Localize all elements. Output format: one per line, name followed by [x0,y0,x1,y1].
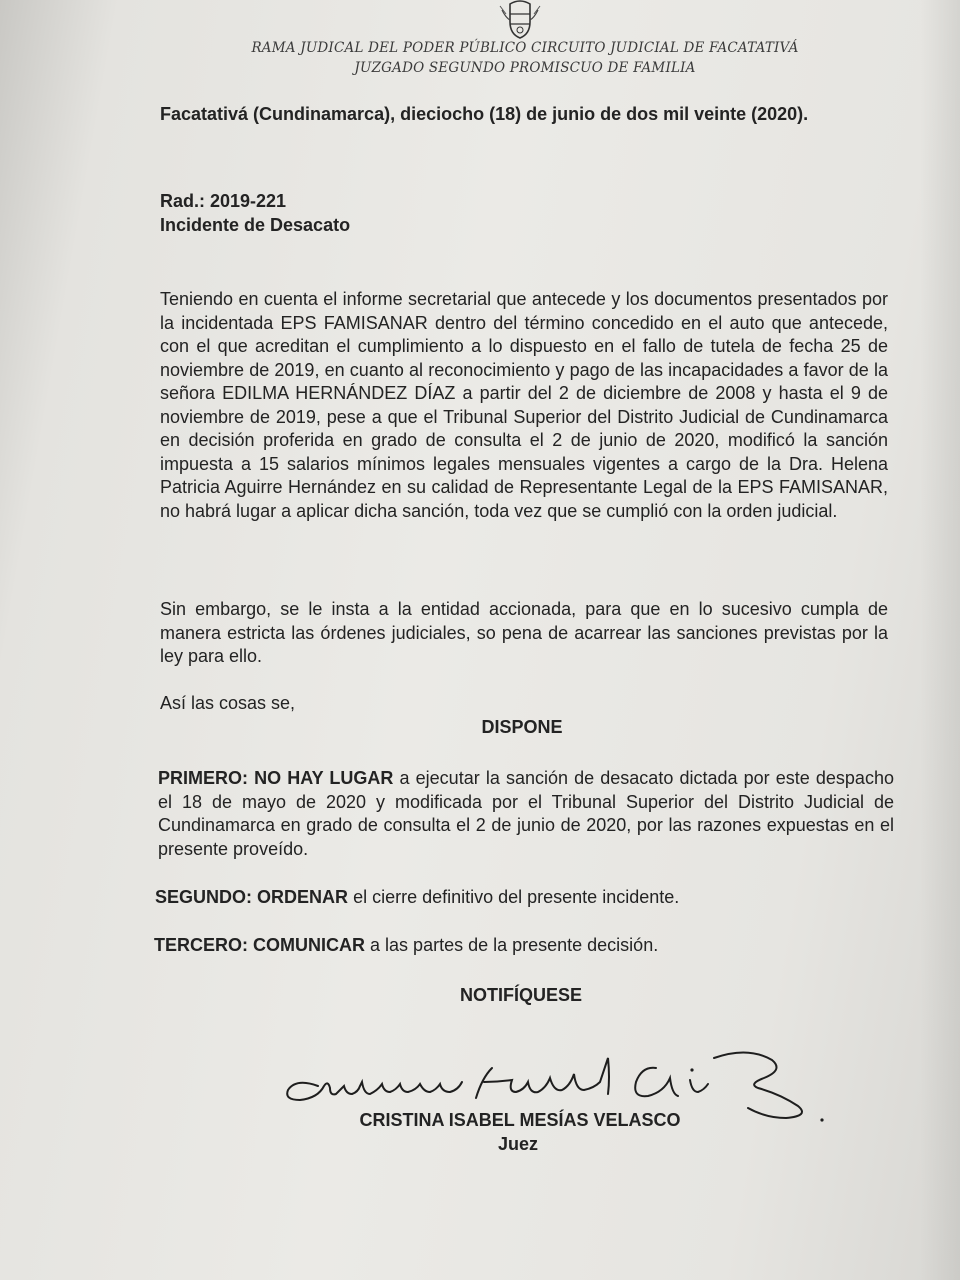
asi-las-cosas: Así las cosas se, [160,693,296,713]
primero-text: a ejecutar la sanción de desacato dictada por este despacho el 18 de mayo de 2020 y modificada por el Tribunal Superior del Distrito Judicial de Cundinamarca en grado de consulta el 2 de junio de 2020, por las razones expuestas en el presente proveído. [158,768,894,859]
header-court-name: RAMA JUDICAL DEL PODER PÚBLICO CIRCUITO JUDICIAL DE FACATATIVÁ [251,40,799,56]
resolution-primero [158,767,894,861]
tercero-label: TERCERO: [154,935,248,955]
radicado-number: Rad.: 2019-221 [160,191,287,211]
primero-bold: NO HAY LUGAR [254,768,394,788]
resolution-segundo [155,886,883,910]
tercero-bold: COMUNICAR [253,935,366,955]
header-court-office: JUZGADO SEGUNDO PROMISCUO DE FAMILIA [354,60,696,76]
notifiquese-heading: NOTIFÍQUESE [459,985,582,1005]
segundo-text: el cierre definitivo del presente incidente. [353,887,680,907]
date-line: Facatativá (Cundinamarca), dieciocho (18) de junio de dos mil veinte (2020). [160,104,809,124]
dispone-heading: DISPONE [481,717,563,737]
resolution-tercero [154,934,882,958]
primero-label: PRIMERO: [158,768,248,788]
signer-name: CRISTINA ISABEL MESÍAS VELASCO [359,1110,681,1130]
paragraph-considerations: Teniendo en cuenta el informe secretarial que antecede y los documentos presentados por la incidentada EPS FAMISANAR dentro del término concedido en el auto que antecede, con el que acreditan el cumplimiento a lo dispuesto en el fallo de tutela de fecha 25 de noviembre de 2019, en cuanto al reconocimiento y pago de las incapacidades a favor de la señora EDILMA HERNÁNDEZ DÍAZ a partir del 2 de diciembre de 2008 y hasta el 9 de noviembre de 2019, pese a que el Tribunal Superior del Distrito Judicial de Cundinamarca en decisión proferida en grado de consulta el 2 de junio de 2020, modificó la sanción impuesta a 15 salarios mínimos legales mensuales vigentes a cargo de la Dra. Helena Patricia Aguirre Hernández en su calidad de Representante Legal de la EPS FAMISANAR, no habrá lugar a aplicar dicha sanción, toda vez que se cumplió con la orden judicial. [160,289,888,521]
signer-role: Juez [497,1134,539,1154]
case-reference [160,190,888,237]
paragraph-exhortation: Sin embargo, se le insta a la entidad accionada, para que en lo sucesivo cumpla de manera estricta las órdenes judiciales, so pena de acarrear las sanciones previstas por la ley para ello. [160,599,888,666]
tercero-text: a las partes de la presente decisión. [370,935,659,955]
colombia-coat-of-arms-icon [496,0,544,40]
case-subject: Incidente de Desacato [160,214,351,235]
segundo-label: SEGUNDO: [155,887,253,907]
segundo-bold: ORDENAR [257,887,349,907]
